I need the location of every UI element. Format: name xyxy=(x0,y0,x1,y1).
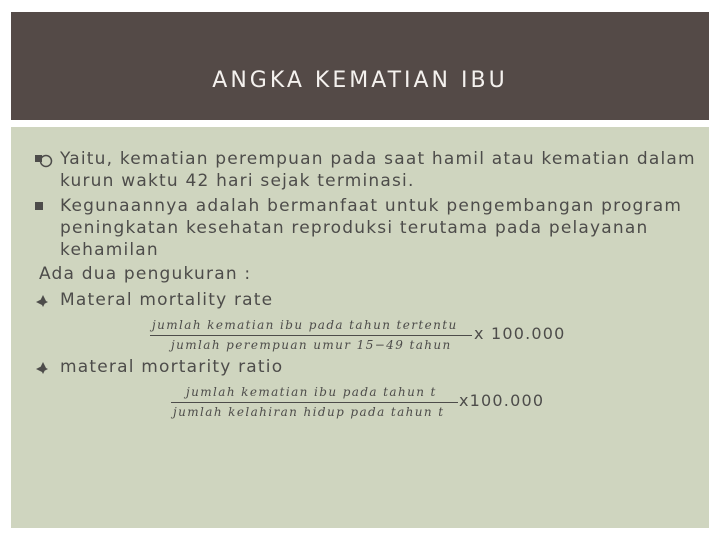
title-bar xyxy=(11,12,709,120)
square-bullet-icon xyxy=(33,150,53,170)
content-panel xyxy=(11,127,709,528)
measure-2-fraction-bar xyxy=(171,402,458,403)
square-bullet-icon xyxy=(33,198,53,218)
slide-title: ANGKA KEMATIAN IBU xyxy=(212,68,508,93)
diamond-bullet-icon xyxy=(33,359,53,379)
measure-2-label: materal mortarity ratio xyxy=(60,357,284,377)
bullet-1-line-2: kurun waktu 42 hari sejak terminasi. xyxy=(60,171,415,191)
bullet-2-line-3: kehamilan xyxy=(60,240,159,260)
bullet-2-line-2: peningkatan kesehatan reproduksi terutama pada pelayanan xyxy=(60,218,649,238)
measures-intro: Ada dua pengukuran : xyxy=(39,264,252,284)
measure-2-numerator: jumlah kematian ibu pada tahun t xyxy=(186,385,437,399)
measure-1-denominator: jumlah perempuan umur 15−49 tahun xyxy=(171,338,452,352)
bullet-2-line-1: Kegunaannya adalah bermanfaat untuk pengembangan program xyxy=(60,196,683,216)
bullet-1-line-1: Yaitu, kematian perempuan pada saat hamil atau kematian dalam xyxy=(60,149,696,169)
measure-1-numerator: jumlah kematian ibu pada tahun tertentu xyxy=(152,318,458,332)
measure-2-denominator: jumlah kelahiran hidup pada tahun t xyxy=(173,405,445,419)
diamond-bullet-icon xyxy=(33,292,53,312)
measure-1-fraction-bar xyxy=(150,335,472,336)
measure-1-multiplier: x 100.000 xyxy=(474,324,566,343)
measure-1-label: Materal mortality rate xyxy=(60,290,274,310)
measure-2-multiplier: x100.000 xyxy=(459,391,545,410)
